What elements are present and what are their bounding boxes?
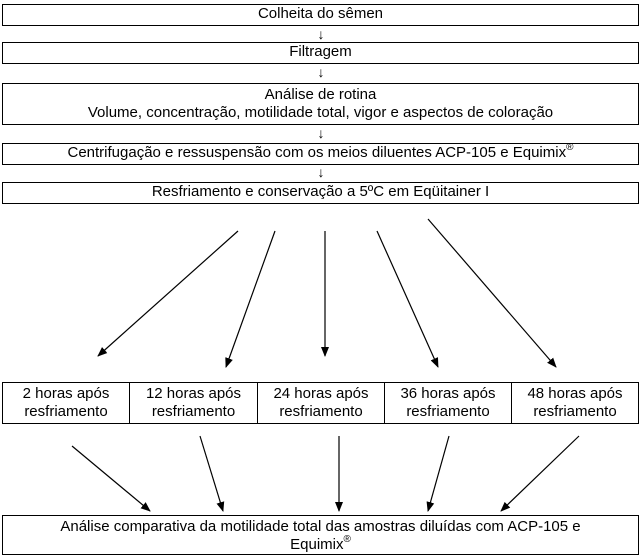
final-analysis-box xyxy=(2,515,639,555)
final-line2: Equimix xyxy=(290,536,344,553)
arrow-to-12h xyxy=(226,231,275,367)
arrow-2: ↓ xyxy=(317,64,325,80)
step-resfriamento-text: Resfriamento e conservação a 5ºC em Eqüitainer I xyxy=(151,183,490,200)
step-filtragem-text: Filtragem xyxy=(289,43,352,60)
arrow-to-48h xyxy=(428,219,556,367)
arrow-from-48h xyxy=(501,436,579,511)
arrow-to-36h xyxy=(377,231,438,367)
arrow-from-12h xyxy=(200,436,223,511)
step-analise-detail: Volume, concentração, motilidade total, vigor e aspectos de coloração xyxy=(87,104,554,121)
time-36h-line1: 36 horas após xyxy=(400,385,496,402)
time-2h-line2: resfriamento xyxy=(24,403,108,420)
time-12h-line2: resfriamento xyxy=(151,403,236,420)
time-48h-line2: resfriamento xyxy=(533,403,617,420)
time-36h-line2: resfriamento xyxy=(406,403,490,420)
time-box-48h xyxy=(511,382,639,424)
time-box-12h xyxy=(129,382,258,424)
step-analise-title: Análise de rotina xyxy=(264,86,377,103)
arrow-1: ↓ xyxy=(317,26,325,42)
time-box-24h xyxy=(257,382,385,424)
final-registered-mark: ® xyxy=(343,534,351,545)
time-24h-line1: 24 horas após xyxy=(273,385,369,402)
arrow-4: ↓ xyxy=(317,164,325,180)
time-box-36h xyxy=(384,382,512,424)
arrow-from-2h xyxy=(72,446,150,511)
time-2h-line1: 2 horas após xyxy=(22,385,110,402)
time-box-2h xyxy=(2,382,130,424)
arrow-from-36h xyxy=(428,436,449,511)
step-colheita-text: Colheita do sêmen xyxy=(257,5,384,22)
step-centrifugacao-text: Centrifugação e ressuspensão com os meios diluentes ACP-105 e Equimix xyxy=(67,144,567,161)
time-12h-line1: 12 horas após xyxy=(145,385,242,402)
time-24h-line2: resfriamento xyxy=(279,403,363,420)
time-48h-line1: 48 horas após xyxy=(527,385,623,402)
final-line1: Análise comparativa da motilidade total das amostras diluídas com ACP-105 e xyxy=(60,518,581,535)
arrow-to-2h xyxy=(98,231,238,356)
arrow-3: ↓ xyxy=(317,125,325,141)
registered-mark: ® xyxy=(566,142,574,153)
